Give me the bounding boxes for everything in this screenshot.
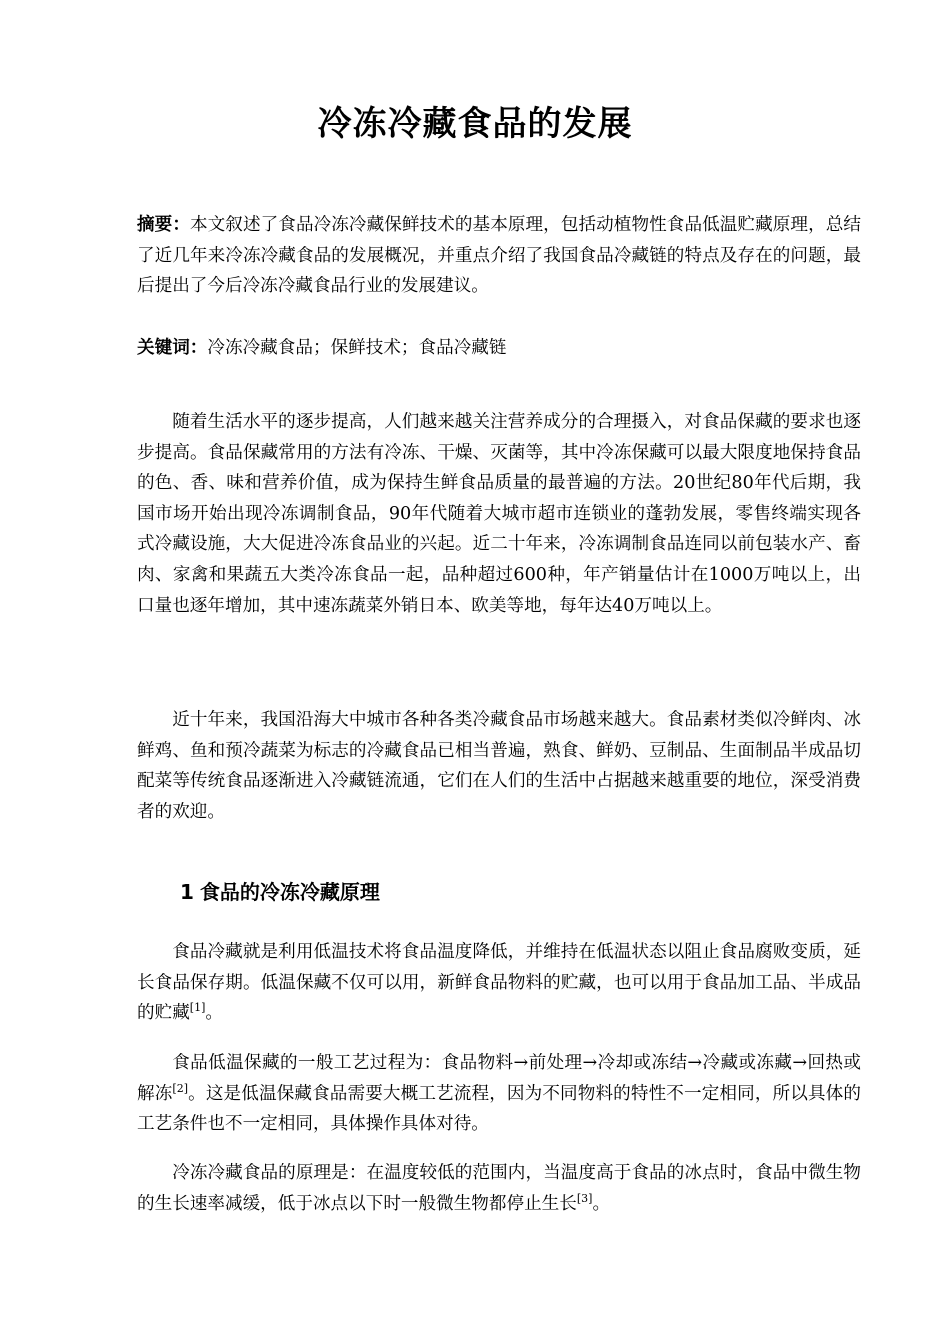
- section-heading: [180, 874, 380, 910]
- document-title: 冷冻冷藏食品的发展: [317, 104, 633, 144]
- abstract-label: 摘要：: [137, 215, 190, 235]
- section-paragraph-3-end: 。: [592, 1193, 611, 1214]
- keywords-text: 冷冻冷藏食品；保鲜技术；食品冷藏链: [207, 338, 507, 358]
- section-paragraph-1: [137, 937, 861, 1029]
- keywords-label: 关键词：: [137, 338, 208, 358]
- abstract-paragraph: [137, 210, 861, 302]
- keywords-paragraph: [137, 333, 861, 364]
- intro-paragraph-1: 随着生活水平的逐步提高，人们越来越关注营养成分的合理摄入，对食品保藏的要求也逐步提高。食品保藏常用的方法有冷冻、干燥、灭菌等，其中冷冻保藏可以最大限度地保持食品的色、香、味和营养价值，成为保持生鲜食品质量的最普遍的方法。20世纪80年代后期，我国市场开始出现冷冻调制食品，90年代随着大城市超市连锁业的蓬勃发展，零售终端实现各式冷藏设施，大大促进冷冻食品业的兴起。近二十年来，冷冻调制食品连同以前包装水产、畜肉、家禽和果蔬五大类冷冻食品一起，品种超过600种，年产销量估计在1000万吨以上，出口量也逐年增加，其中速冻蔬菜外销日本、欧美等地，每年达40万吨以上。: [137, 412, 861, 616]
- section-number: 1: [180, 880, 194, 904]
- section-paragraph-3-text: 冷冻冷藏食品的原理是：在温度较低的范围内，当温度高于食品的冰点时，食品中微生物的生长速率减缓，低于冰点以下时一般微生物都停止生长: [137, 1163, 861, 1214]
- citation-ref-1[interactable]: [1]: [189, 1001, 206, 1015]
- abstract-text: 本文叙述了食品冷冻冷藏保鲜技术的基本原理，包括动植物性食品低温贮藏原理，总结了近几年来冷冻冷藏食品的发展概况，并重点介绍了我国食品冷藏链的特点及存在的问题，最后提出了今后冷冻冷藏食品行业的发展建议。: [137, 215, 861, 297]
- intro-paragraph-2: 近十年来，我国沿海大中城市各种各类冷藏食品市场越来越大。食品素材类似冷鲜肉、冰鲜鸡、鱼和预冷蔬菜为标志的冷藏食品已相当普遍，熟食、鲜奶、豆制品、生面制品半成品切配菜等传统食品逐渐进入冷藏链流通，它们在人们的生活中占据越来越重要的地位，深受消费者的欢迎。: [137, 710, 861, 822]
- section-paragraph-2: [137, 1048, 861, 1140]
- citation-ref-3[interactable]: [3]: [576, 1191, 593, 1205]
- section-paragraph-2-text: 食品低温保藏的一般工艺过程为：食品物料→前处理→冷却或冻结→冷藏或冻藏→回热或解冻: [137, 1053, 861, 1104]
- section-paragraph-2-end: 。这是低温保藏食品需要大概工艺流程，因为不同物料的特性不一定相同，所以具体的工艺条件也不一定相同，具体操作具体对待。: [137, 1083, 861, 1135]
- section-title: 食品的冷冻冷藏原理: [199, 880, 380, 904]
- section-paragraph-3: [137, 1158, 861, 1219]
- section-paragraph-1-text: 食品冷藏就是利用低温技术将食品温度降低，并维持在低温状态以阻止食品腐败变质，延长食品保存期。低温保藏不仅可以用，新鲜食品物料的贮藏，也可以用于食品加工品、半成品的贮藏: [137, 942, 861, 1024]
- section-paragraph-1-end: 。: [205, 1003, 223, 1024]
- citation-ref-2[interactable]: [2]: [172, 1081, 189, 1095]
